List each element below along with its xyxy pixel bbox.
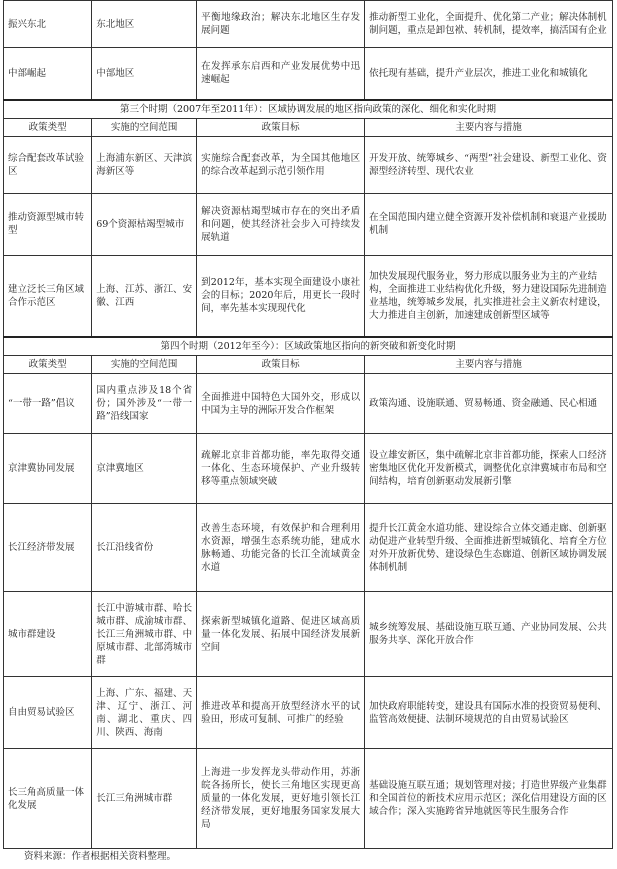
period-header-row	[4, 100, 613, 119]
scope-cell: 上海、广东、福建、天津、辽宁、浙江、河南、湖北、重庆、四川、陕西、海南	[92, 677, 197, 749]
goal-cell: 改善生态环境，有效保护和合理利用水资源，增强生态系统功能，建成水脉畅通、功能完备的长江全流域黄金水道	[197, 504, 365, 592]
column-header: 政策目标	[197, 356, 365, 374]
goal-cell: 实施综合配套改革，为全国其他地区的综合改革起到示范引领作用	[197, 136, 365, 193]
policy-type-cell: 中部崛起	[4, 48, 92, 100]
source-footnote: 资料来源：作者根据相关资料整理。	[24, 851, 177, 862]
measures-cell: 加快发展现代服务业，努力形成以服务业为主的产业结构，全面推进工业结构优化升级，努力建设国际先进制造业基地，统筹城乡发展，扎实推进社会主义新农村建设，大力推进自主创新，加速建成创新型区域等	[365, 255, 613, 337]
goal-cell: 推进改革和提高开放型经济水平的试验田，形成可复制、可推广的经验	[197, 677, 365, 749]
scope-cell: 69个资源枯竭型城市	[92, 193, 197, 255]
goal-cell: 探索新型城镇化道路、促进区域高质量一体化发展、拓展中国经济发展新空间	[197, 592, 365, 677]
table-row	[4, 434, 613, 504]
goal-cell: 疏解北京非首都功能，率先取得交通一体化、生态环境保护、产业升级转移等重点领域突破	[197, 434, 365, 504]
scope-cell: 长江三角洲城市群	[92, 749, 197, 849]
goal-cell: 平衡地缘政治；解决东北地区生存发展问题	[197, 1, 365, 48]
policy-type-cell: 建立泛长三角区域合作示范区	[4, 255, 92, 337]
policy-type-cell: 城市群建设	[4, 592, 92, 677]
measures-cell: 开发开放、统筹城乡、“两型”社会建设、新型工业化、资源型经济转型、现代农业	[365, 136, 613, 193]
table-row	[4, 255, 613, 337]
measures-cell: 推动新型工业化，全面提升、优化第二产业；解决体制机制问题，重点是卸包袱、转机制，提效率，搞活国有企业	[365, 1, 613, 48]
table-row	[4, 1, 613, 48]
table-row	[4, 48, 613, 100]
policy-table	[3, 0, 613, 849]
table-row	[4, 504, 613, 592]
scope-cell: 国内重点涉及18个省份；国外涉及“一带一路”沿线国家	[92, 374, 197, 434]
measures-cell: 设立雄安新区，集中疏解北京非首都功能，探索人口经济密集地区优化开发新模式，调整优化京津冀城市布局和空间结构，培育创新驱动发展新引擎	[365, 434, 613, 504]
scope-cell: 长江沿线省份	[92, 504, 197, 592]
goal-cell: 在发挥承东启西和产业发展优势中迅速崛起	[197, 48, 365, 100]
policy-type-cell: 振兴东北	[4, 1, 92, 48]
table-row	[4, 136, 613, 193]
column-header: 政策类型	[4, 118, 92, 136]
column-header: 政策目标	[197, 118, 365, 136]
measures-cell: 城乡统筹发展、基础设施互联互通、产业协同发展、公共服务共享、深化开放合作	[365, 592, 613, 677]
scope-cell: 京津冀地区	[92, 434, 197, 504]
column-header: 实施的空间范围	[92, 118, 197, 136]
measures-cell: 加快政府职能转变，建设具有国际水准的投资贸易便利、监管高效便捷、法制环境规范的自由贸易试验区	[365, 677, 613, 749]
policy-type-cell: 推动资源型城市转型	[4, 193, 92, 255]
period-header-row	[4, 337, 613, 356]
column-header: 政策类型	[4, 356, 92, 374]
column-header: 主要内容与措施	[365, 356, 613, 374]
table-row	[4, 374, 613, 434]
table-row	[4, 677, 613, 749]
period-title: 第四个时期（2012年至今）：区域政策地区指向的新突破和新变化时期	[4, 337, 613, 356]
policy-type-cell: 长江经济带发展	[4, 504, 92, 592]
column-header-row	[4, 356, 613, 374]
scope-cell: 东北地区	[92, 1, 197, 48]
policy-type-cell: 自由贸易试验区	[4, 677, 92, 749]
goal-cell: 解决资源枯竭型城市存在的突出矛盾和问题，使其经济社会步入可持续发展轨道	[197, 193, 365, 255]
table-row	[4, 193, 613, 255]
column-header: 实施的空间范围	[92, 356, 197, 374]
measures-cell: 在全国范围内建立健全资源开发补偿机制和衰退产业援助机制	[365, 193, 613, 255]
column-header: 主要内容与措施	[365, 118, 613, 136]
table-row	[4, 749, 613, 849]
goal-cell: 上海进一步发挥龙头带动作用，苏浙皖各扬所长，使长三角地区实现更高质量的一体化发展，更好地引领长江经济带发展，更好地服务国家发展大局	[197, 749, 365, 849]
scope-cell: 上海、江苏、浙江、安徽、江西	[92, 255, 197, 337]
goal-cell: 到2012年，基本实现全面建设小康社会的目标；2020年后，用更长一段时间，率先基本实现现代化	[197, 255, 365, 337]
measures-cell: 依托现有基础，提升产业层次，推进工业化和城镇化	[365, 48, 613, 100]
measures-cell: 提升长江黄金水道功能、建设综合立体交通走廊、创新驱动促进产业转型升级、全面推进新型城镇化、培育全方位对外开放新优势、建设绿色生态廊道、创新区域协调发展体制机制	[365, 504, 613, 592]
scope-cell: 长江中游城市群、哈长城市群、成渝城市群、长江三角洲城市群、中原城市群、北部湾城市群	[92, 592, 197, 677]
scope-cell: 中部地区	[92, 48, 197, 100]
column-header-row	[4, 118, 613, 136]
policy-type-cell: 京津冀协同发展	[4, 434, 92, 504]
policy-type-cell: “一带一路”倡议	[4, 374, 92, 434]
scope-cell: 上海浦东新区、天津滨海新区等	[92, 136, 197, 193]
policy-type-cell: 综合配套改革试验区	[4, 136, 92, 193]
measures-cell: 政策沟通、设施联通、贸易畅通、资金融通、民心相通	[365, 374, 613, 434]
goal-cell: 全面推进中国特色大国外交，形成以中国为主导的洲际开发合作框架	[197, 374, 365, 434]
policy-type-cell: 长三角高质量一体化发展	[4, 749, 92, 849]
table-row	[4, 592, 613, 677]
period-title: 第三个时期（2007年至2011年）：区域协调发展的地区指向政策的深化、细化和实化时期	[4, 100, 613, 119]
measures-cell: 基础设施互联互通；规划管理对接；打造世界级产业集群和全国首位的新技术应用示范区；深化信用建设方面的区域合作；深入实施跨省异地就医等民生服务合作	[365, 749, 613, 849]
